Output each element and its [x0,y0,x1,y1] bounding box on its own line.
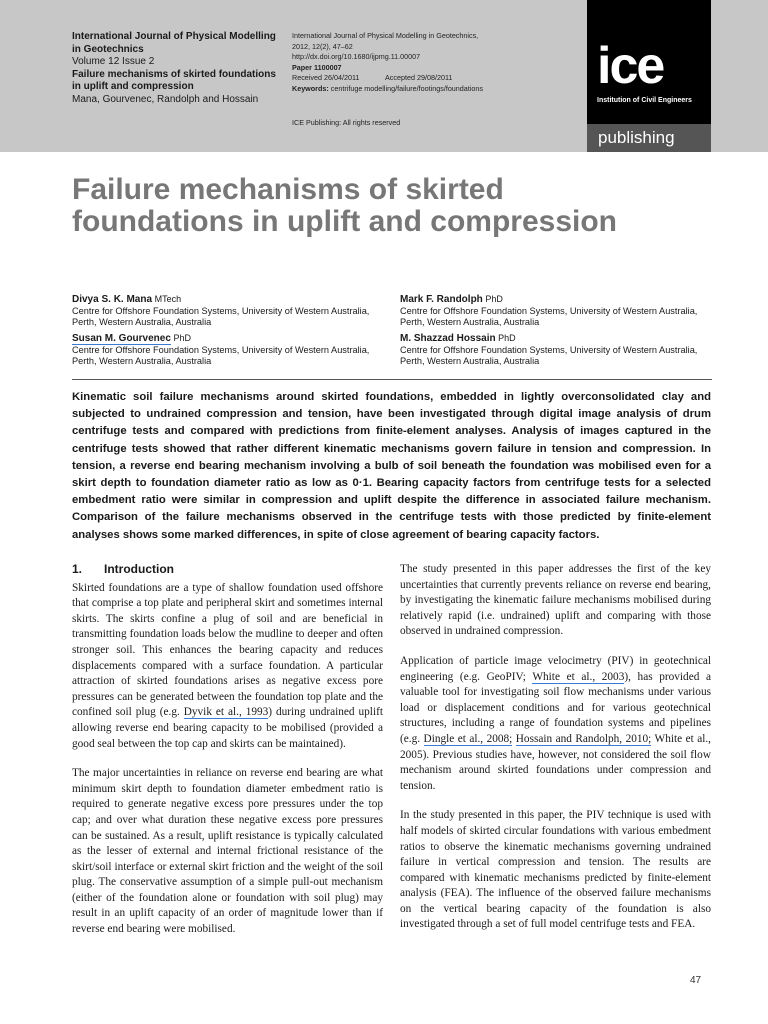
author-degree: PhD [485,294,503,304]
citation-line-2: 2012, 12(2), 47–62 [292,41,353,51]
journal-volume: Volume 12 Issue 2 [72,56,155,67]
ice-publishing-logo [587,0,711,152]
keywords-label: Keywords: [292,83,329,93]
paper-number: Paper 1100007 [292,62,342,72]
rights-notice: ICE Publishing: All rights reserved [292,118,401,127]
author-affiliation: Centre for Offshore Foundation Systems, University of Western Australia, Perth, Western Australia, Australia [400,344,698,366]
section-heading [72,562,383,578]
divider-rule [72,379,712,380]
paper-title: Failure mechanisms of skirted foundations in uplift and compression [72,173,617,238]
doi-link[interactable]: http://dx.doi.org/10.1680/ijpmg.11.00007 [292,52,421,61]
paragraph: The major uncertainties in reliance on reverse end bearing are what minimum skirt depth to foundation diameter embedment ratio is required to generate negative excess pore pressures under the top cap; and over what duration these negative excess pore pressures can be sustained. As a result, uplift resistance is typically calculated as the lesser of external and internal frictional resistance of the skirt/soil interface or external skirt friction and the weight of the soil plug. The conservative assumption of a simple pull-out mechanism (either of the foundation alone or foundation with soil plug) may result in an uplift capacity of an order of magnitude lower than if reverse end bearing were mobilised. [72,767,383,936]
author-block-3 [400,294,712,329]
author-name: Divya S. K. Mana [72,294,153,305]
paragraph-text: Skirted foundations are a type of shallow foundation used offshore that comprise a top plate and peripheral skirt and sometimes internal skirts. The skirts confine a plug of soil and are beneficial in transmitting foundation loads below the mudline to deeper and often stronger soil. This enhances the bearing capacity and reduces displacements compared with a surface foundation. A particular attraction of skirted foundations arises as negative excess pore pressures can be generated between the foundation top plate and the confined soil plug (e.g. [72,581,383,719]
accepted-date: Accepted 29/08/2011 [385,73,453,82]
publishing-text: publishing [598,128,675,147]
citation-line-1: International Journal of Physical Modelling in Geotechnics, [292,31,479,40]
keywords-text: centrifuge modelling/failure/footings/foundations [330,83,483,93]
author-affiliation: Centre for Offshore Foundation Systems, University of Western Australia, Perth, Western Australia, Australia [400,305,698,327]
paragraph-text: ), has provided a valuable tool for investigating soil flow mechanisms under various load or displacement conditions and for various geotechnical structures, including a range of foundation systems and pipelines (e.g. [400,670,711,745]
paragraph: In the study presented in this paper, the PIV technique is used with half models of skirted circular foundations with various embedment ratios to observe the kinematic mechanisms governing undrained failure in vertical compression and tension. The results are compared with kinematic mechanisms predicted by finite-element analysis (FEA). The influence of the observed failure mechanisms on the vertical bearing capacity of the foundation is also investigated through a set of full model centrifuge tests and FEA. [400,809,711,931]
author-affiliation: Centre for Offshore Foundation Systems, University of Western Australia, Perth, Western Australia, Australia [72,344,370,366]
citation-link[interactable]: Dingle et al., 2008; [423,732,513,745]
author-degree: PhD [498,333,516,343]
author-block-1 [72,294,382,329]
author-name: Mark F. Randolph [400,294,483,305]
journal-header [0,0,768,152]
abstract: Kinematic soil failure mechanisms around skirted foundations, embedded in lightly overconsolidated clay and subjected to undrained compression and tension, have been investigated through digital image analysis of drum centrifuge tests and compared with predictions from finite-element analyses. Analysis of images captured in the centrifuge tests showed that rather different kinematic mechanisms govern failure in tension and compression. In tension, a reverse end bearing mechanism involving a bulb of soil beneath the foundation was mobilised even for a skirt depth to foundation diameter ratio as low as 0·1. Bearing capacity factors from centrifuge tests for a selected embedment ratio were similar in compression and uplift despite the difference in associated failure mechanism. Comparison of the failure mechanisms observed in the centrifuge tests with those predicted by finite-element analyses shows some marked differences, in spite of close agreement of bearing capacity factors. [72,391,711,541]
left-column [72,562,383,952]
section-number: 1. [72,562,83,576]
citation-link[interactable]: Dyvik et al., 1993 [183,706,269,719]
citation-link[interactable]: White et al., 2003 [532,670,625,683]
author-degree: MTech [154,294,182,304]
page-number: 47 [690,975,702,986]
author-block-2 [72,333,382,368]
author-block-4 [400,333,712,368]
ice-logo-subtitle: Institution of Civil Engineers [597,97,692,104]
paragraph [72,581,383,753]
ice-logo-text: ice [597,37,664,95]
dates [292,73,582,84]
header-citation [292,31,582,127]
author-name-link[interactable]: Susan M. Gourvenec [72,333,171,344]
section-title: Introduction [104,562,174,576]
paragraph: The study presented in this paper addresses the first of the key uncertainties that currently prevents reliance on reverse end bearing, by investigating the kinematic failure mechanisms mobilised during relatively rapid (i.e. undrained) uplift and comparing with those observed in undrained compression. [400,563,711,638]
paragraph [400,654,711,794]
publishing-band [587,124,711,152]
received-date: Received 26/04/2011 [292,73,360,82]
header-journal-info [72,31,287,106]
journal-name: International Journal of Physical Modelling in Geotechnics [72,31,276,55]
paragraph-text: ) during undrained uplift allowing reverse end bearing capacity to be mobilised (provided a good seal between the top cap and skirts can be maintained). [72,706,383,750]
paragraph-text: White et al., 2005). Previous studies have, however, not considered the soil flow mechanism around skirted foundations under compression and tension. [400,732,712,792]
author-affiliation: Centre for Offshore Foundation Systems, University of Western Australia, Perth, Western Australia, Australia [72,305,370,327]
right-column [400,562,711,947]
paragraph-text: Application of particle image velocimetry (PIV) in geotechnical engineering (e.g. GeoPIV; [400,654,711,683]
author-name: M. Shazzad Hossain [400,333,496,344]
author-degree: PhD [173,333,191,343]
short-authors: Mana, Gourvenec, Randolph and Hossain [72,93,259,105]
keywords [292,84,582,95]
short-title: Failure mechanisms of skirted foundations in uplift and compression [72,68,276,92]
citation-link[interactable]: Hossain and Randolph, 2010; [515,732,652,745]
